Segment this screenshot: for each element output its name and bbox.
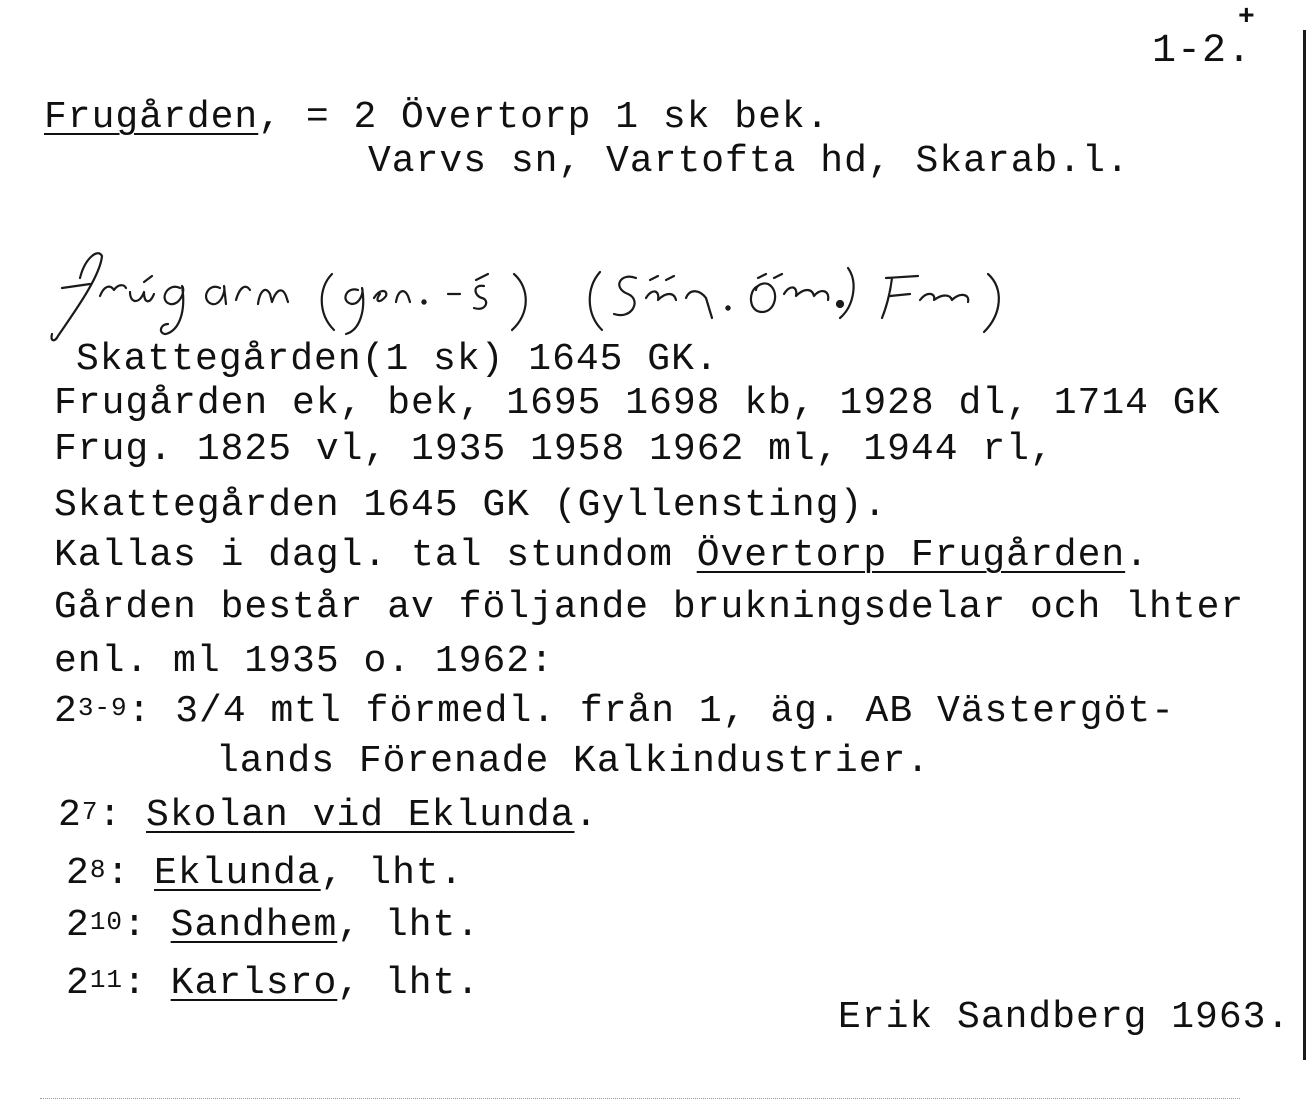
header-line-2: Varvs sn, Vartofta hd, Skarab.l. xyxy=(368,140,1130,183)
body-line-3: Frug. 1825 vl, 1935 1958 1962 ml, 1944 rl, xyxy=(54,428,1054,471)
body-line-4: Skattegården 1645 GK (Gyllensting). xyxy=(54,484,888,527)
body-line-6: Gården består av följande brukningsdelar och lhter xyxy=(54,586,1245,629)
handwritten-pronunciation-note xyxy=(40,238,1160,348)
body-line-1: Skattegården(1 sk) 1645 GK. xyxy=(76,338,719,381)
card-number: 1-2. xyxy=(1152,29,1253,74)
bottom-edge-dots xyxy=(40,1098,1240,1099)
place-eklunda: Eklunda xyxy=(154,852,321,895)
alt-name-underlined: Övertorp Frugården xyxy=(696,534,1126,577)
place-sandhem: Sandhem xyxy=(170,904,338,947)
entry-2-8: $2^8$: Eklunda, lht. xyxy=(66,852,464,895)
body-line-5: Kallas i dagl. tal stundom Övertorp Frugården. xyxy=(54,534,1149,577)
body-line-7: enl. ml 1935 o. 1962: xyxy=(54,640,554,683)
header-line-1-rest: , = 2 Övertorp 1 sk bek. xyxy=(258,96,830,139)
entry-2-11: $2^{11}$: Karlsro, lht. xyxy=(66,962,481,1005)
place-karlsro: Karlsro xyxy=(170,962,338,1005)
corner-plus-mark: + xyxy=(1238,2,1255,33)
entry-2-10: $2^{10}$: Sandhem, lht. xyxy=(66,904,481,947)
author-signature: Erik Sandberg 1963. xyxy=(838,996,1291,1039)
body-line-2: Frugården ek, bek, 1695 1698 kb, 1928 dl, 1714 GK xyxy=(54,382,1221,425)
entry-2-3-9: 2$^{3-9}$: 3/4 mtl förmedl. från 1, äg. AB Västergöt- xyxy=(54,690,1175,733)
entry-2-7: $2^7$: Skolan vid Eklunda. xyxy=(58,794,599,837)
header-line-1 xyxy=(44,96,830,140)
place-name: Frugården xyxy=(44,96,259,139)
card-right-edge xyxy=(1303,30,1306,1060)
place-skolan-vid-eklunda: Skolan vid Eklunda xyxy=(146,794,575,837)
entry-2-3-9-cont: lands Förenade Kalkindustrier. xyxy=(216,740,931,783)
